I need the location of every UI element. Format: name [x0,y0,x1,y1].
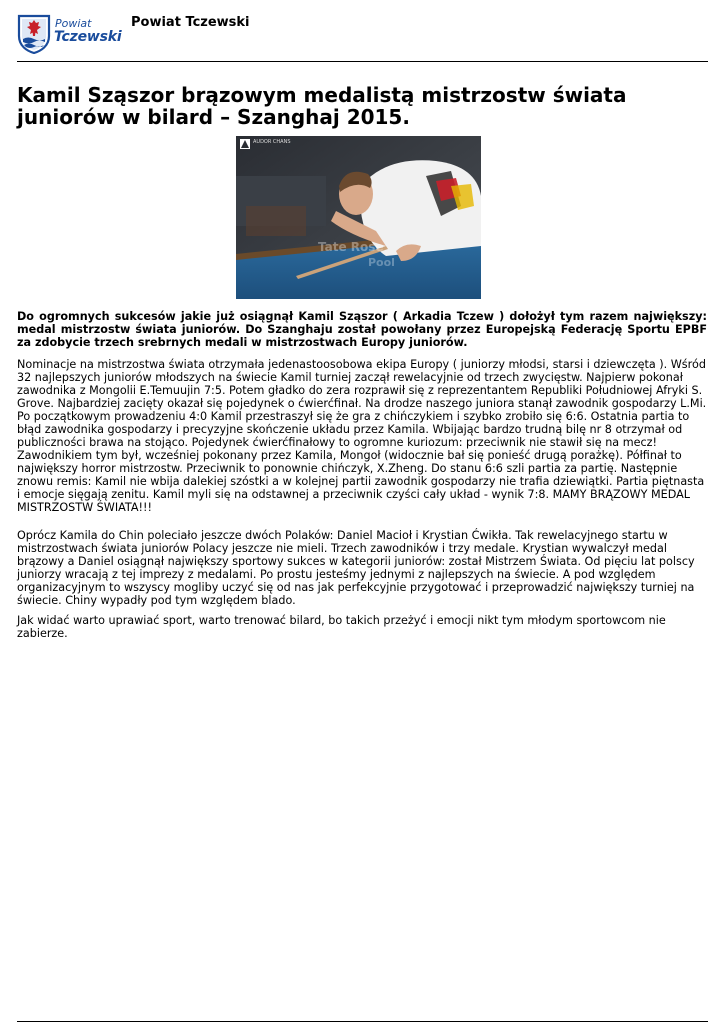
article-title: Kamil Sząszor brązowym medalistą mistrzostw świata juniorów w bilard – Szanghaj 2015. [17,83,627,129]
logo-text-tczewski: Tczewski [54,29,122,45]
article-paragraph: Jak widać warto uprawiać sport, warto trenować bilard, bo takich przeżyć i emocji nikt tym młodym sportowcom nie zabierze. [17,614,666,640]
header-divider [17,61,708,62]
page-header [17,12,707,62]
logo-text-powiat: Powiat [55,17,92,30]
photo-watermark: Tate Rose [318,240,384,254]
article-paragraph: Oprócz Kamila do Chin poleciało jeszcze dwóch Polaków: Daniel Macioł i Krystian Ćwikła. Tak rewelacyjnego startu w mistrzostwach świata juniorów Polacy jeszcze nie mieli. Trzech zawodników i trzy medale. Krystian wywalczył medal brązowy a Daniel osiągnął największy sportowy sukces w kategorii juniorów: został Mistrzem Świata. Od pięciu lat polscy juniorzy wracają z tej imprezy z medalami. Po prostu jesteśmy jednymi z najlepszych na świecie. A pod względem organizacyjnym to wszyscy mogliby uczyć się od nas jak perfekcyjnie przygotować i przeprowadzić największy turniej na świecie. Chiny wypadły pod tym względem blado. [17,529,695,607]
article-paragraph: Nominacje na mistrzostwa świata otrzymała jedenastoosobowa ekipa Europy ( juniorzy młodsi, starsi i dziewczęta ). Wśród 32 najlepszych juniorów młodszych na świecie Kamil turniej zaczął rewelacyjnie od trzech zwycięstw. Najpierw pokonał zawodnika z Mongolii E.Temuujin 7:5. Potem gładko do zera rozprawił się z reprezentantem Republiki Południowej Afryki S. Grove. Najbardziej zacięty okazał się pojedynek o ćwierćfinał. Na drodze naszego juniora stanął zawodnik gospodarzy L.Mi. Po początkowym prowadzeniu 4:0 Kamil przestraszył się że gra z chińczykiem i szybko zrobiło się 6:6. Ostatnia partia to błąd zawodnika gospodarzy i precyzyjne skończenie układu przez Kamila. Wbijając bardzo trudną bilę nr 8 otrzymał od publiczności brawa na stojąco. Pojedynek ćwierćfinałowy to ogromne kuriozum: przeciwnik nie stawił się na mecz! Zawodnikiem tym był, wcześniej pokonany przez Kamila, Mongoł (widocznie bał się ponieść drugą porażkę). Półfinał to największy horror mistrzostw. Przeciwnik to ponownie chińczyk, X.Zheng. Do stanu 6:6 szli partia za partię. Następnie znowu remis: Kamil nie wbija dalekiej szóstki a w kolejnej partii zawodnik gospodarzy nie trafia dziewiątki. Partia piętnasta i emocje sięgają zenitu. Kamil myli się na odstawnej a przeciwnik czyści cały układ - wynik 7:8. MAMY BRĄZOWY MEDAL MISTRZOSTW ŚWIATA!!! [17,358,707,514]
photo-watermark-2: Pool [368,256,395,269]
article-photo [236,136,481,299]
billiard-player-photo [236,136,481,299]
footer-divider [17,1021,708,1022]
site-name[interactable]: Powiat Tczewski [131,15,250,30]
photo-logo-text: AUDOR CHANS [253,139,291,145]
powiat-logo[interactable] [17,14,122,58]
article-lead: Do ogromnych sukcesów jakie już osiągnął Kamil Sząszor ( Arkadia Tczew ) dołożył tym razem największy: medal mistrzostw świata juniorów. Do Szanghaju został powołany przez Europejską Federację Sportu EPBF za zdobycie trzech srebrnych medali w mistrzostwach Europy juniorów. [17,310,707,349]
coat-of-arms-icon [17,14,51,54]
